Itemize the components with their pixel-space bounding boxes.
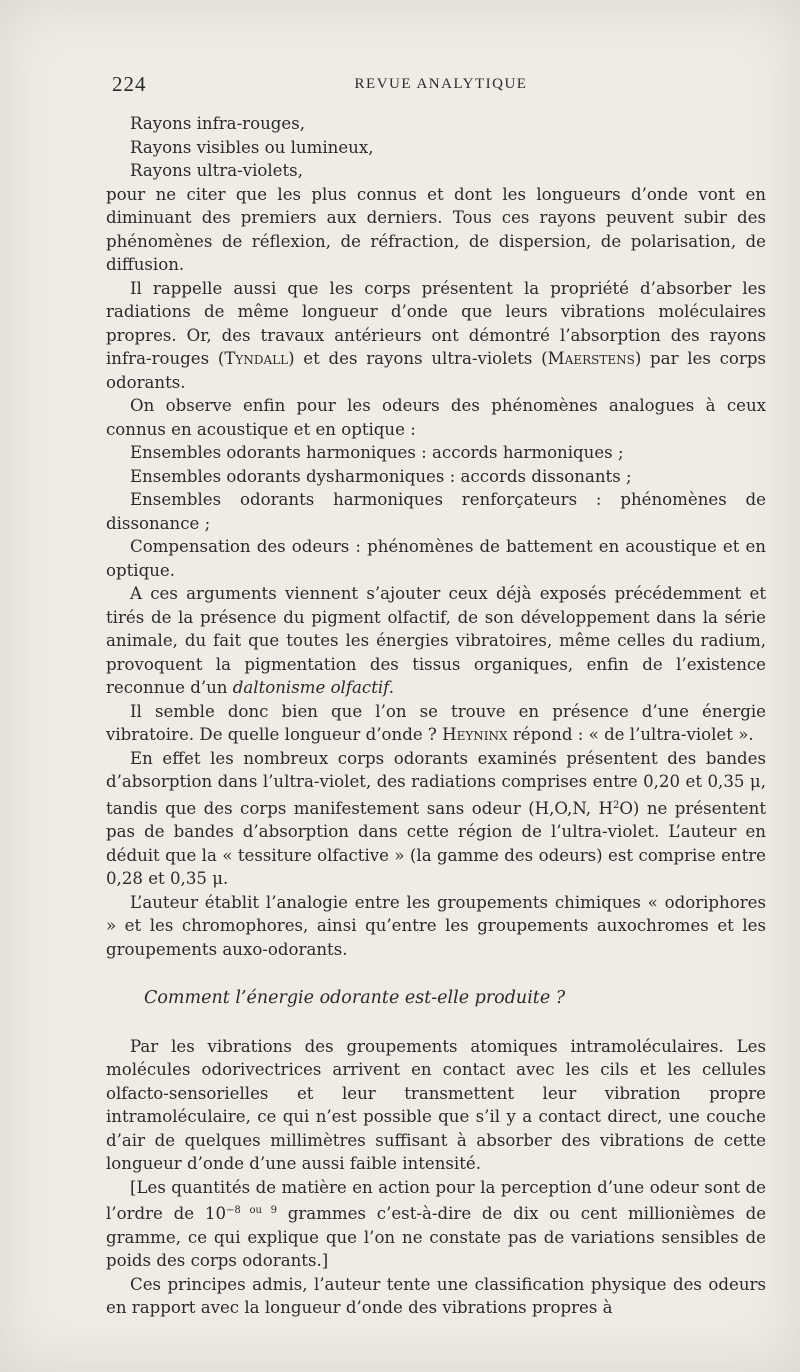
text-run: O) ne présentent pas de bandes d’absorption dans cette région de l’ultra-violet. L’auteur en déduit que la « tessiture olfactive » (la gamme des odeurs) est comprise entre 0,28 et 0,35 μ. (106, 798, 766, 888)
paragraph-rappelle (106, 277, 766, 395)
text-run: ) par les corps odorants. (106, 349, 766, 392)
text-run: grammes c’est-à-dire de dix ou cent millionièmes de gramme, ce qui explique que l’on ne constate pas de variations sensibles de poids des corps odorants.] (106, 1204, 767, 1270)
text-run: En effet les nombreux corps odorants examinés présentent des bandes d’absorption dans l’ultra-violet, des radiations comprises entre 0,20 et 0,35 μ, tandis que des corps manifestement sans odeur (H,O,N, H (106, 748, 766, 818)
superscript: −8 ou 9 (226, 1205, 277, 1216)
text-run: Il rappelle aussi que les corps présentent la propriété d’absorber les radiations de même longueur d’onde que leurs vibrations moléculaires propres. Or, des travaux antérieurs ont démontré l’absorption des rayons infra-rouges ( (106, 278, 766, 368)
superscript: 2 (612, 799, 620, 811)
author-maerstens: Maerstens (547, 349, 635, 368)
list-item-4: Compensation des odeurs : phénomènes de battement en acoustique et en optique. (106, 537, 766, 580)
text-run: A ces arguments viennent s’ajouter ceux déjà exposés précédemment et tirés de la présence du pigment olfactif, de son développement dans la série animale, du fait que toutes les énergies vibratoires, même celles du radium, provoquent la pigmentation des tissus organiques, enfin de l’existence reconnue d’un (106, 584, 766, 697)
rays-line-3: Rayons ultra-violets, (130, 161, 303, 180)
italic-term: daltonisme olfactif. (232, 678, 394, 697)
section-heading: Comment l’énergie odorante est-elle produite ? (144, 988, 566, 1008)
text-run: ) et des rayons ultra-violets ( (288, 349, 548, 368)
article-body (106, 112, 766, 1320)
rays-line-1: Rayons infra-rouges, (130, 114, 306, 133)
paragraph-quantites (106, 1176, 766, 1273)
paragraph-citer: pour ne citer que les plus connus et dont les longueurs d’onde vont en diminuant des premiers aux derniers. Tous ces rayons peuvent subir des phénomènes de réflexion, de réfraction, de dispersion, de polarisation, de diffusion. (106, 184, 766, 274)
paragraph-vibrations: Par les vibrations des groupements atomiques intramoléculaires. Les molécules odorivectrices arrivent en contact avec les cils et les cellules olfacto-sensorielles et leur transmettent leur vibration propre intramoléculaire, ce qui n’est possible que s’il y a contact direct, une couche d’air de quelques millimètres suffisant à absorber des vibrations de cette longueur d’onde d’une aussi faible intensité. (106, 1036, 766, 1173)
text-run: Il semble donc bien que l’on se trouve en présence d’une énergie vibratoire. De quelle longueur d’onde ? (106, 701, 766, 744)
author-tyndall: Tyndall (224, 349, 289, 368)
list-item-1: Ensembles odorants harmoniques : accords harmoniques ; (130, 443, 624, 462)
paragraph-effet (106, 747, 766, 891)
page-header (112, 72, 770, 98)
running-head: REVUE ANALYTIQUE (354, 76, 528, 92)
author-heyninx: Heyninx (442, 725, 508, 744)
page-number: 224 (112, 72, 147, 96)
paragraph-arguments (106, 582, 766, 700)
list-item-3: Ensembles odorants harmoniques renforçateurs : phénomènes de dissonance ; (106, 490, 766, 533)
paragraph-analogie: L’auteur établit l’analogie entre les groupements chimiques « odoriphores » et les chromophores, ainsi qu’entre les groupements auxochromes et les groupements auxo-odorants. (106, 892, 766, 959)
rays-line-2: Rayons visibles ou lumineux, (130, 137, 374, 157)
paragraph-principes: Ces principes admis, l’auteur tente une classification physique des odeurs en rapport avec la longueur d’onde des vibrations propres à (106, 1274, 766, 1317)
list-item-2: Ensembles odorants dysharmoniques : accords dissonants ; (130, 466, 632, 486)
paragraph-semble (106, 700, 766, 747)
text-run: [Les quantités de matière en action pour la perception d’une odeur sont de l’ordre de 10 (106, 1177, 766, 1223)
text-run: répond : « de l’ultra-violet ». (507, 725, 754, 744)
paragraph-observe: On observe enfin pour les odeurs des phénomènes analogues à ceux connus en acoustique et en optique : (106, 396, 766, 439)
